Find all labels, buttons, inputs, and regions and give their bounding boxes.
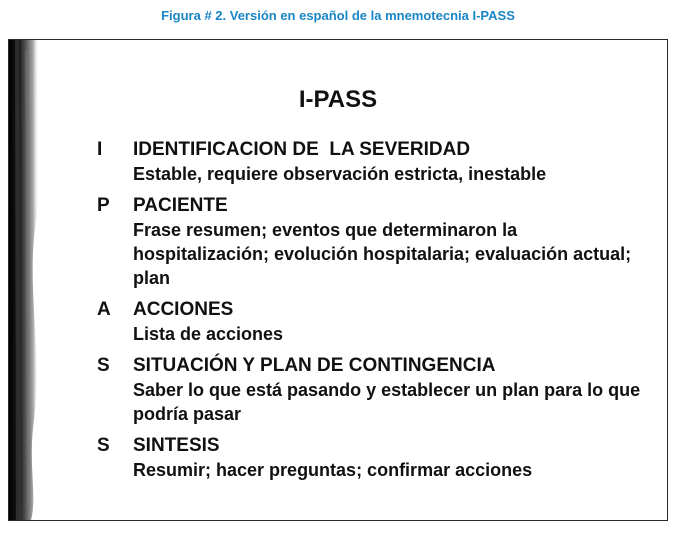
mnemonic-text <box>133 354 657 426</box>
mnemonic-item <box>97 434 657 482</box>
figure-caption: Figura # 2. Versión en español de la mnemotecnia I-PASS <box>161 8 515 23</box>
mnemonic-heading: SINTESIS <box>133 435 220 456</box>
mnemonic-letter: A <box>97 299 111 320</box>
mnemonic-description: Lista de acciones <box>133 324 284 344</box>
mnemonic-description: Estable, requiere observación estricta, inestable <box>133 164 547 184</box>
slide <box>8 39 668 521</box>
mnemonic-letter: S <box>97 435 110 456</box>
mnemonic-heading: ACCIONES <box>133 299 234 320</box>
mnemonic-description: Frase resumen; eventos que determinaron la hospitalización; evolución hospitalaria; evaluación actual; plan <box>133 220 632 288</box>
mnemonic-item <box>97 138 657 186</box>
mnemonic-letter: S <box>97 355 110 376</box>
mnemonic-item <box>97 298 657 346</box>
slide-title: I-PASS <box>298 86 378 113</box>
mnemonic-heading: SITUACIÓN Y PLAN DE CONTINGENCIA <box>133 355 496 376</box>
mnemonic-text <box>133 194 657 290</box>
mnemonic-heading: IDENTIFICACION DE LA SEVERIDAD <box>133 139 471 160</box>
mnemonic-description: Resumir; hacer preguntas; confirmar acciones <box>133 460 533 480</box>
mnemonic-item <box>97 354 657 426</box>
mnemonic-letter: I <box>97 139 103 160</box>
mnemonic-heading: PACIENTE <box>133 195 228 216</box>
mnemonic-letter: P <box>97 195 110 216</box>
mnemonic-description: Saber lo que está pasando y establecer un plan para lo que podría pasar <box>133 380 641 424</box>
mnemonic-text <box>133 298 657 346</box>
mnemonic-text <box>133 434 657 482</box>
mnemonic-item <box>97 194 657 290</box>
mnemonic-list <box>97 138 657 490</box>
mnemonic-text <box>133 138 657 186</box>
